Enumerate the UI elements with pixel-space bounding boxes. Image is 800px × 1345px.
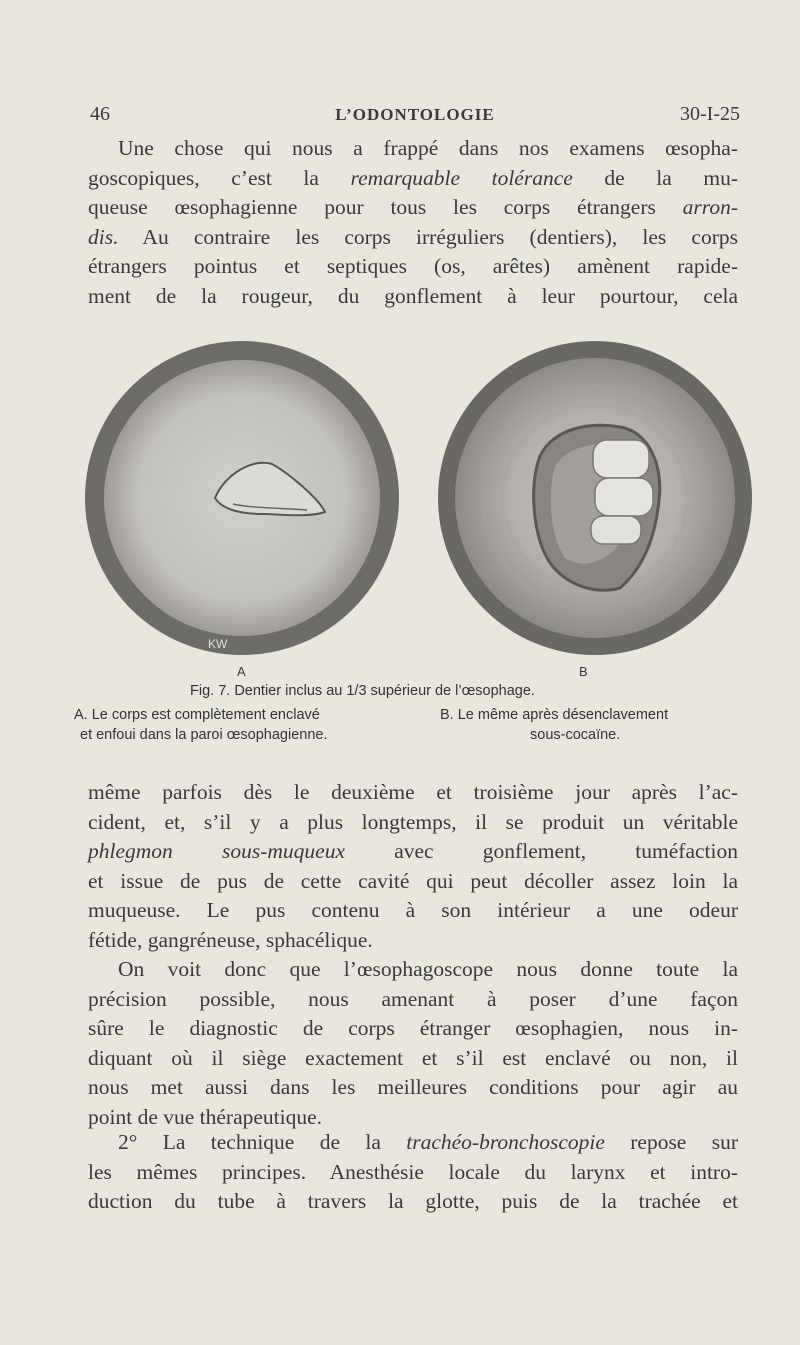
figure-illustration (85, 336, 755, 666)
text-line: précision possible, nous amenant à poser d’une façon (88, 986, 738, 1011)
figure-caption: Fig. 7. Dentier inclus au 1/3 supérieur de l’œsophage. (190, 683, 535, 699)
figure-7 (85, 336, 755, 679)
text-line: fétide, gangréneuse, sphacélique. (88, 927, 373, 952)
text-line: Une chose qui nous a frappé dans nos examens œsopha- (118, 136, 738, 160)
text-line: diquant où il siège exactement et s’il est enclavé ou non, il (88, 1045, 738, 1070)
text-line: même parfois dès le deuxième et troisième jour après l’ac- (88, 780, 738, 804)
text-line: queuse œsophagienne pour tous les corps étrangers arron- (88, 195, 738, 219)
paragraph-4 (88, 1128, 738, 1217)
text-line: 2° La technique de la trachéo-bronchoscopie repose sur (118, 1130, 738, 1154)
text-line: duction du tube à travers la glotte, puis de la trachée et (88, 1189, 738, 1213)
caption-a-line-2: et enfoui dans la paroi œsophagienne. (80, 727, 328, 743)
running-header (90, 103, 740, 129)
text-line: dis. Au contraire les corps irréguliers (dentiers), les corps (88, 224, 738, 249)
text-line: On voit donc que l’œsophagoscope nous donne toute la (118, 957, 738, 981)
journal-title: L’ODONTOLOGIE (335, 105, 495, 124)
text-line: ment de la rougeur, du gonflement à leur pourtour, cela (88, 283, 738, 308)
view-a-circle (85, 341, 399, 655)
text-line: les mêmes principes. Anesthésie locale du larynx et intro- (88, 1159, 738, 1184)
paragraph-2 (88, 778, 738, 955)
issue-date: 30-I-25 (680, 103, 740, 125)
paragraph-3 (88, 955, 738, 1132)
figure-label-a: A (237, 664, 246, 679)
text-line: phlegmon sous-muqueux avec gonflement, tuméfaction (88, 839, 738, 863)
caption-b-line-2: sous-cocaïne. (530, 727, 621, 743)
text-line: muqueuse. Le pus contenu à son intérieur a une odeur (88, 898, 738, 922)
text-line: cident, et, s’il y a plus longtemps, il se produit un véritable (88, 809, 738, 834)
caption-b-line-1: B. Le même après désenclavement (440, 707, 669, 723)
text-line: étrangers pointus et septiques (os, arêtes) amènent rapide- (88, 254, 738, 278)
view-b-circle (438, 341, 752, 655)
text-line: point de vue thérapeutique. (88, 1104, 323, 1129)
artist-signature: KW (208, 637, 228, 651)
caption-a-line-1: A. Le corps est complètement enclavé (74, 707, 320, 723)
page-number: 46 (90, 103, 110, 125)
text-line: nous met aussi dans les meilleures conditions pour agir au (88, 1075, 738, 1099)
figure-label-b: B (579, 664, 588, 679)
paragraph-1 (88, 134, 738, 311)
text-line: et issue de pus de cette cavité qui peut décoller assez loin la (88, 868, 738, 893)
text-line: sûre le diagnostic de corps étranger œsophagien, nous in- (88, 1016, 738, 1040)
text-line: goscopiques, c’est la remarquable tolérance de la mu- (88, 165, 738, 190)
